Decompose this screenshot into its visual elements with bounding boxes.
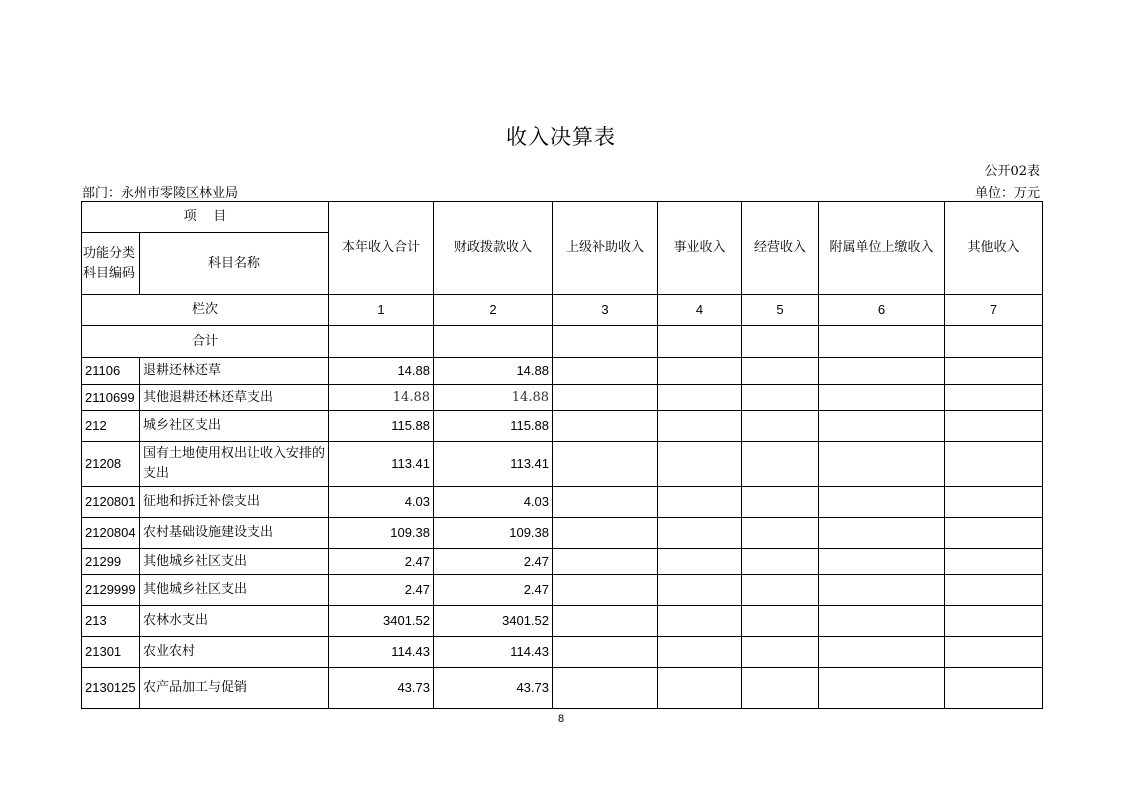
row-name: 农产品加工与促销 (140, 668, 329, 709)
lanci-num: 5 (742, 295, 819, 326)
row-name: 其他城乡社区支出 (140, 549, 329, 575)
row-total: 43.73 (329, 668, 434, 709)
header-affiliated: 附属单位上缴收入 (819, 202, 945, 295)
row-name: 农林水支出 (140, 606, 329, 637)
header-other: 其他收入 (945, 202, 1043, 295)
header-superior: 上级补助收入 (553, 202, 658, 295)
row-total: 14.88 (329, 358, 434, 385)
row-fiscal: 114.43 (434, 637, 553, 668)
row-total: 2.47 (329, 575, 434, 606)
row-fiscal: 43.73 (434, 668, 553, 709)
lanci-num: 3 (553, 295, 658, 326)
row-total: 113.41 (329, 442, 434, 487)
table-row (82, 668, 1043, 709)
lanci-num: 7 (945, 295, 1043, 326)
page-number: 8 (557, 713, 565, 725)
heji-label: 合计 (82, 326, 329, 358)
row-total: 3401.52 (329, 606, 434, 637)
table-row (82, 637, 1043, 668)
form-number: 公开02表 (984, 164, 1040, 179)
table-row (82, 358, 1043, 385)
row-code: 2110699 (82, 385, 140, 411)
row-name: 退耕还林还草 (140, 358, 329, 385)
row-fiscal: 113.41 (434, 442, 553, 487)
income-table (81, 201, 1043, 709)
row-total: 109.38 (329, 518, 434, 549)
lanci-num: 1 (329, 295, 434, 326)
row-fiscal: 2.47 (434, 575, 553, 606)
total-row (82, 326, 1043, 358)
row-code: 2120801 (82, 487, 140, 518)
row-code: 213 (82, 606, 140, 637)
row-name: 其他城乡社区支出 (140, 575, 329, 606)
row-name: 国有土地使用权出让收入安排的支出 (140, 442, 329, 487)
table-row (82, 385, 1043, 411)
lanci-num: 6 (819, 295, 945, 326)
page-title: 收入决算表 (506, 125, 616, 149)
lanci-label: 栏次 (82, 295, 329, 326)
lanci-num: 2 (434, 295, 553, 326)
row-total: 115.88 (329, 411, 434, 442)
lanci-row (82, 295, 1043, 326)
row-fiscal: 4.03 (434, 487, 553, 518)
table-row (82, 518, 1043, 549)
department-label: 部门：永州市零陵区林业局 (82, 186, 239, 201)
row-code: 2129999 (82, 575, 140, 606)
header-subject-name: 科目名称 (140, 233, 329, 295)
row-code: 2120804 (82, 518, 140, 549)
lanci-num: 4 (658, 295, 742, 326)
row-total: 14.88 (329, 385, 434, 411)
table-row (82, 442, 1043, 487)
header-business: 事业收入 (658, 202, 742, 295)
row-name: 农业农村 (140, 637, 329, 668)
header-operating: 经营收入 (742, 202, 819, 295)
table-row (82, 606, 1043, 637)
header-func-code: 功能分类科目编码 (82, 233, 140, 295)
header-fiscal: 财政拨款收入 (434, 202, 553, 295)
row-fiscal: 115.88 (434, 411, 553, 442)
table-row (82, 549, 1043, 575)
unit-label: 单位：万元 (974, 186, 1040, 201)
row-total: 2.47 (329, 549, 434, 575)
row-total: 114.43 (329, 637, 434, 668)
table-row (82, 487, 1043, 518)
row-total: 4.03 (329, 487, 434, 518)
header-total: 本年收入合计 (329, 202, 434, 295)
row-fiscal: 3401.52 (434, 606, 553, 637)
row-fiscal: 14.88 (434, 358, 553, 385)
row-fiscal: 2.47 (434, 549, 553, 575)
row-name: 城乡社区支出 (140, 411, 329, 442)
table-row (82, 411, 1043, 442)
row-name: 其他退耕还林还草支出 (140, 385, 329, 411)
row-code: 21301 (82, 637, 140, 668)
row-code: 21299 (82, 549, 140, 575)
row-code: 21208 (82, 442, 140, 487)
row-code: 2130125 (82, 668, 140, 709)
row-name: 征地和拆迁补偿支出 (140, 487, 329, 518)
row-code: 212 (82, 411, 140, 442)
header-item: 项 目 (82, 202, 329, 233)
row-fiscal: 109.38 (434, 518, 553, 549)
row-fiscal: 14.88 (434, 385, 553, 411)
row-code: 21106 (82, 358, 140, 385)
table-row (82, 575, 1043, 606)
row-name: 农村基础设施建设支出 (140, 518, 329, 549)
